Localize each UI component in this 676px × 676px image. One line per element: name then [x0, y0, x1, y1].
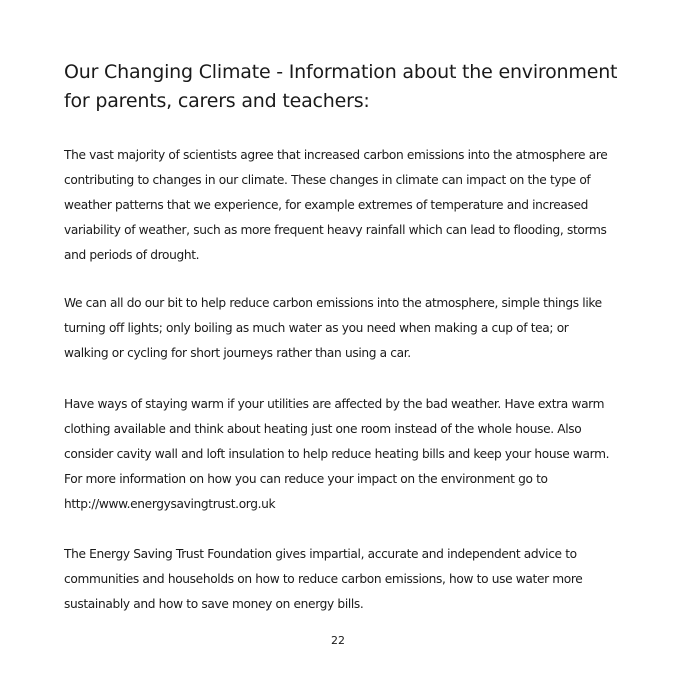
page-number: 22: [331, 634, 345, 647]
paragraph-staying-warm: Have ways of staying warm if your utilities are affected by the bad weather. Have extra warm clothing available and think about heating just one room instead of the whole house. Also consider cavity wall and loft insulation to help reduce heating bills and keep your house warm. For more information on how you can reduce your impact on the environment go to http://www.energysavingtrust.org.uk: [64, 397, 610, 511]
page-title: Our Changing Climate - Information about the environment for parents, carers and teachers:: [64, 61, 618, 112]
paragraph-climate-change: The vast majority of scientists agree that increased carbon emissions into the atmosphere are contributing to changes in our climate. These changes in climate can impact on the type of weather patterns that we experience, for example extremes of temperature and increased variability of weather, such as more frequent heavy rainfall which can lead to flooding, storms and periods of drought.: [64, 148, 608, 262]
paragraph-energy-saving-trust: The Energy Saving Trust Foundation gives impartial, accurate and independent advice to communities and households on how to reduce carbon emissions, how to use water more sustainably and how to save money on energy bills.: [64, 547, 583, 611]
paragraph-reduce-emissions: We can all do our bit to help reduce carbon emissions into the atmosphere, simple things like turning off lights; only boiling as much water as you need when making a cup of tea; or walking or cycling for short journeys rather than using a car.: [64, 296, 602, 360]
